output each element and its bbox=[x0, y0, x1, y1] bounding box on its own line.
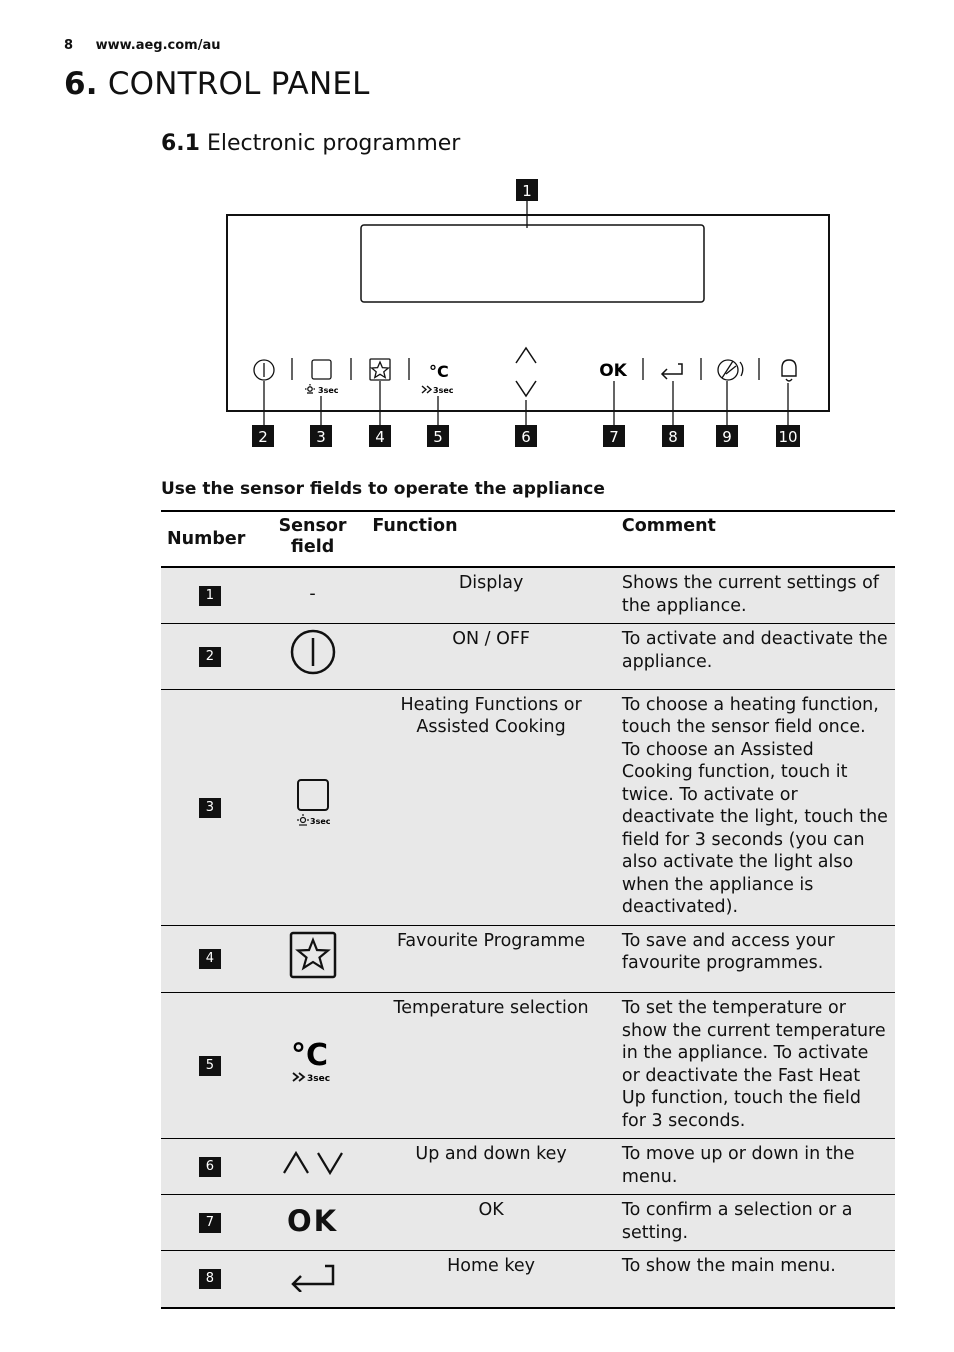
comment-cell: To confirm a selection or a setting. bbox=[616, 1195, 895, 1251]
callout-8: 8 bbox=[668, 428, 678, 446]
function-cell: Up and down key bbox=[366, 1139, 616, 1195]
header-function: Function bbox=[366, 511, 616, 567]
section-number: 6. bbox=[64, 66, 98, 102]
ok-icon: OK bbox=[599, 361, 627, 381]
row-number-badge: 4 bbox=[199, 949, 221, 969]
table-header-row bbox=[161, 511, 895, 567]
table-row bbox=[161, 925, 895, 993]
table-row bbox=[161, 1139, 895, 1195]
row-number-badge: 8 bbox=[199, 1269, 221, 1289]
function-cell: ON / OFF bbox=[366, 624, 616, 690]
callout-9: 9 bbox=[722, 428, 732, 446]
row-number-badge: 5 bbox=[199, 1056, 221, 1076]
website-url: www.aeg.com/au bbox=[95, 38, 221, 53]
table-row bbox=[161, 993, 895, 1139]
row-number-badge: 7 bbox=[199, 1213, 221, 1233]
power-icon bbox=[289, 628, 337, 676]
display-window bbox=[361, 225, 704, 302]
function-cell: Home key bbox=[366, 1251, 616, 1308]
home-key-icon bbox=[662, 364, 682, 379]
callout-1: 1 bbox=[522, 182, 532, 200]
header-comment: Comment bbox=[616, 511, 895, 567]
function-cell: Heating Functions or Assisted Cooking bbox=[366, 689, 616, 925]
up-down-icon bbox=[281, 1147, 345, 1177]
comment-cell: To show the main menu. bbox=[616, 1251, 895, 1308]
temperature-icon bbox=[287, 1035, 339, 1087]
function-cell: Favourite Programme bbox=[366, 925, 616, 993]
row-number-badge: 3 bbox=[199, 798, 221, 818]
callout-6: 6 bbox=[521, 428, 531, 446]
degrees-celsius-label: °C bbox=[290, 1038, 328, 1074]
heating-functions-icon bbox=[289, 778, 337, 828]
panel-outline bbox=[227, 215, 829, 411]
header-sensor-line2: field bbox=[290, 537, 335, 557]
table-row bbox=[161, 1195, 895, 1251]
callout-5: 5 bbox=[433, 428, 443, 446]
table-row bbox=[161, 689, 895, 925]
comment-cell: To choose a heating function, touch the sensor field once. To choose an Assisted Cooking function, touch it twice. To activate or deactivate the light, touch the field for 3 seconds (you can also activate the light also when the appliance is deactivated). bbox=[616, 689, 895, 925]
function-cell: Temperature selection bbox=[366, 993, 616, 1139]
table-row bbox=[161, 567, 895, 624]
header-number: Number bbox=[161, 511, 259, 567]
callout-4: 4 bbox=[375, 428, 385, 446]
fast-heat-arrows-icon bbox=[422, 386, 431, 393]
sensor-dash: - bbox=[259, 567, 366, 624]
comment-cell: To activate and deactivate the appliance. bbox=[616, 624, 895, 690]
page-number: 8 bbox=[64, 38, 74, 53]
up-down-icon bbox=[516, 348, 536, 396]
section-title-text: CONTROL PANEL bbox=[107, 66, 370, 102]
comment-cell: To set the temperature or show the current temperature in the appliance. To activate or deactivate the Fast Heat Up function, touch the field for 3 seconds. bbox=[616, 993, 895, 1139]
control-panel-diagram bbox=[0, 0, 954, 460]
subsection-number: 6.1 bbox=[161, 131, 200, 156]
bell-icon bbox=[782, 360, 796, 381]
light-3sec-label: 3sec bbox=[318, 386, 339, 395]
comment-cell: To save and access your favourite programmes. bbox=[616, 925, 895, 993]
home-key-icon bbox=[287, 1258, 339, 1292]
key-separators bbox=[292, 358, 759, 380]
favourite-star-icon bbox=[370, 359, 390, 380]
light-3sec-label: 3sec bbox=[309, 816, 331, 826]
callout-7: 7 bbox=[609, 428, 619, 446]
callout-2: 2 bbox=[258, 428, 268, 446]
function-cell: Display bbox=[366, 567, 616, 624]
power-icon bbox=[254, 360, 274, 380]
sensor-fields-table bbox=[161, 510, 895, 1309]
function-cell: OK bbox=[366, 1195, 616, 1251]
comment-cell: Shows the current settings of the appliance. bbox=[616, 567, 895, 624]
callout-3: 3 bbox=[316, 428, 326, 446]
table-row bbox=[161, 1251, 895, 1308]
temperature-icon: °C bbox=[429, 362, 449, 381]
favourite-star-icon bbox=[288, 930, 338, 980]
subsection-title-text: Electronic programmer bbox=[206, 131, 461, 156]
row-number-badge: 1 bbox=[199, 586, 221, 606]
row-number-badge: 2 bbox=[199, 647, 221, 667]
cooking-assist-icon bbox=[718, 360, 743, 380]
row-number-badge: 6 bbox=[199, 1157, 221, 1177]
callout-leaders bbox=[264, 381, 788, 426]
comment-cell: To move up or down in the menu. bbox=[616, 1139, 895, 1195]
header-sensor-field bbox=[259, 511, 366, 567]
ok-icon: OK bbox=[259, 1195, 366, 1251]
fast-heat-3sec-label: 3sec bbox=[433, 386, 454, 395]
table-caption: Use the sensor fields to operate the appliance bbox=[161, 479, 605, 499]
callout-10: 10 bbox=[778, 428, 798, 446]
fast-heat-3sec-label: 3sec bbox=[306, 1074, 330, 1085]
table-row bbox=[161, 624, 895, 690]
header-sensor-line1: Sensor bbox=[278, 516, 347, 536]
